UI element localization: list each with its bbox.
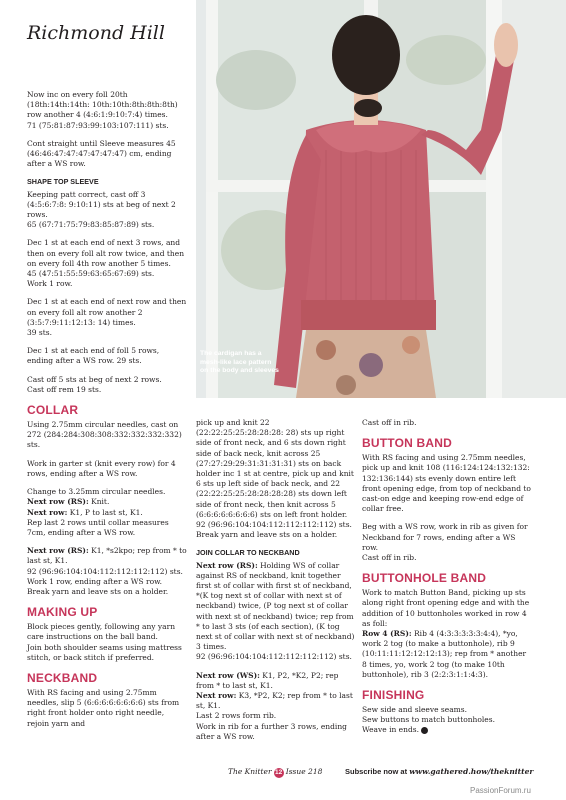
footer-left: [228, 767, 322, 778]
pick-up-text: pick up and knit 22 (22:22:25:25:28:28:28: 28) sts up right side of front neck, and 6 sts down right side of back neck, knit across 25 (27:27:29:29:31:31:31:31) sts on back holder inc 1 st at centre, pick up and knit 6 sts up left side of back neck, and 22 (22:22:25:25:28:28:28:28) sts down left side of front neck, then knit across 5 (6:6:6:6:6:6:6:6) sts on left front holder.: [196, 418, 354, 519]
subscribe-text: Subscribe now at: [345, 767, 408, 776]
rib-row-next: Next row: K3, *P2, K2; rep from * to last st, K1.: [196, 691, 353, 711]
join-seams-text: Join both shoulder seams using mattress stitch, or back stitch if preferred.: [27, 642, 182, 662]
rib-form-text: Last 2 rows form rib.: [196, 711, 277, 721]
buttonhole-band-heading: BUTTONHOLE BAND: [362, 571, 487, 586]
cast-off-rib-text-2: Cast off in rib.: [362, 553, 417, 563]
dec-text-3: Dec 1 st at each end of foll 5 rows, ending after a WS row. 29 sts.: [27, 346, 160, 366]
magazine-name: The Knitter: [228, 767, 272, 776]
block-text: Block pieces gently, following any yarn care instructions on the ball band.: [27, 622, 176, 642]
next-row-rs-knit: Next row (RS): Knit.: [27, 497, 110, 507]
column-2: [196, 418, 356, 742]
neckband-text: With RS facing and using 2.75mm needles, slip 5 (6:6:6:6:6:6:6:6) sts from right front holder onto right needle, rejoin yarn and: [27, 687, 180, 728]
dec-text-2: Dec 1 st at each end of next row and then on every foll alt row another 2 (3:5:7:9:11:12:13: 14) times.: [27, 297, 187, 327]
join-collar-heading: JOIN COLLAR TO NECKBAND: [196, 548, 300, 558]
photo-caption: The cardigan has a mesh-like lace pattern on the body and sleeves: [200, 350, 279, 375]
garter-st-text: Work in garter st (knit every row) for 4 rows, ending after a WS row.: [27, 458, 176, 478]
weave-ends-text: Weave in ends.: [362, 725, 532, 735]
next-row-s2kpo: Next row (RS): K1, *s2kpo; rep from * to last st, K1.: [27, 546, 187, 566]
collar-cast-on-text: Using 2.75mm circular needles, cast on 272 (284:284:308:308:332:332:332:332) sts.: [27, 420, 182, 450]
sew-seams-text: Sew side and sleeve seams.: [362, 705, 468, 715]
shape-top-sleeve-heading: SHAPE TOP SLEEVE: [27, 177, 99, 187]
rib-further-text: Work in rib for a further 3 rows, ending after a WS row.: [196, 721, 347, 741]
sleeve-inc-count: 71 (75:81:87:93:99:103:107:111) sts.: [27, 120, 169, 130]
cast-off-rem-text: Cast off rem 19 sts.: [27, 384, 102, 394]
collar-heading: COLLAR: [27, 403, 79, 418]
sleeve-inc-text: Now inc on every foll 20th (18th:14th:14th: 10th:10th:8th:8th:8th) row another 4 (4:6:1:9:10:7:4) times.: [27, 90, 178, 120]
dec-text-1: Dec 1 st at each end of next 3 rows, and then on every foll alt row twice, and then on every foll 4th row another 5 times.: [27, 238, 185, 268]
neckband-heading: NECKBAND: [27, 670, 98, 685]
column-3: [362, 418, 532, 736]
page-number: 12: [275, 769, 283, 776]
neckband-count: 92 (96:96:104:104:112:112:112:112) sts.: [196, 520, 352, 530]
break-yarn-text-2: Break yarn and leave sts on a holder.: [196, 530, 338, 540]
page-title: Richmond Hill: [27, 22, 165, 44]
cast-off-text-2: Cast off 5 sts at beg of next 2 rows.: [27, 374, 162, 384]
dec-count-1: 45 (47:51:55:59:63:65:67:69) sts.: [27, 269, 155, 279]
cast-off-count: 65 (67:71:75:79:83:85:87:89) sts.: [27, 220, 155, 230]
making-up-heading: MAKING UP: [27, 605, 98, 620]
subscribe-url[interactable]: www.gathered.how/theknitter: [409, 767, 534, 776]
join-count: 92 (96:96:104:104:112:112:112:112) sts.: [196, 652, 352, 662]
work-row-text: Work 1 row.: [27, 279, 73, 289]
break-yarn-text: Break yarn and leave sts on a holder.: [27, 586, 169, 596]
collar-count: 92 (96:96:104:104:112:112:112:112) sts.: [27, 566, 183, 576]
finishing-heading: FINISHING: [362, 688, 425, 703]
button-band-heading: BUTTON BAND: [362, 436, 452, 451]
cast-off-rib-text: Cast off in rib.: [362, 418, 417, 427]
work-row-2: Work 1 row, ending after a WS row.: [27, 576, 163, 586]
join-row-text: Next row (RS): Holding WS of collar against RS of neckband, knit together first st of collar with first st of neckband, *(K tog next st of collar with next st of neckband) twice, (P tog next st of collar with next st of neckband) twice; rep from * to last 3 sts (of each section), (K tog next st of collar with next st of neckband) 3 times.: [196, 560, 355, 652]
dec-count-2: 39 sts.: [27, 328, 53, 338]
issue-number: Issue 218: [285, 767, 323, 776]
row-4-text: Row 4 (RS): Rib 4 (4:3:3:3:3:3:4:4), *yo, work 2 tog (to make a buttonhole), rib 9 (10:11:11:12:12:12:13); rep from * another 8 times, yo, work 2 tog (to make 10th buttonhole), rib 3 (2:2:3:1:1:4:3).: [362, 629, 527, 679]
buttonhole-text: Work to match Button Band, picking up sts along right front opening edge and with the addition of 10 buttonholes worked in row 4 as foll:: [362, 588, 530, 628]
rib-row-ws: Next row (WS): K1, P2, *K2, P2; rep from * to last st, K1.: [196, 670, 339, 690]
rep-rows-text: Rep last 2 rows until collar measures 7cm, ending after a WS row.: [27, 517, 169, 537]
cast-off-text: Keeping patt correct, cast off 3 (4:5:6:7:8: 9:10:11) sts at beg of next 2 rows.: [27, 189, 176, 220]
photo-illustration: [196, 0, 566, 398]
sew-buttons-text: Sew buttons to match buttonholes.: [362, 715, 495, 725]
end-mark-icon: [421, 727, 428, 734]
change-needles-text: Change to 3.25mm circular needles.: [27, 487, 166, 497]
model-photo: [196, 0, 566, 398]
sleeve-length-text: Cont straight until Sleeve measures 45 (46:46:47:47:47:47:47:47) cm, ending after a WS row.: [27, 138, 176, 169]
next-row-k1: Next row: K1, P to last st, K1.: [27, 507, 143, 517]
column-1: [27, 90, 187, 729]
beg-ws-text: Beg with a WS row, work in rib as given for Neckband for 7 rows, ending after a WS row.: [362, 522, 528, 552]
footer-right: [345, 767, 533, 776]
watermark: PassionForum.ru: [470, 786, 531, 795]
button-band-text: With RS facing and using 2.75mm needles, pick up and knit 108 (116:124:124:132:132: 132:136:144) sts evenly down entire left front opening edge, from top of neckband to cast-on edge and keeping row-end edge of collar free.: [362, 453, 531, 514]
